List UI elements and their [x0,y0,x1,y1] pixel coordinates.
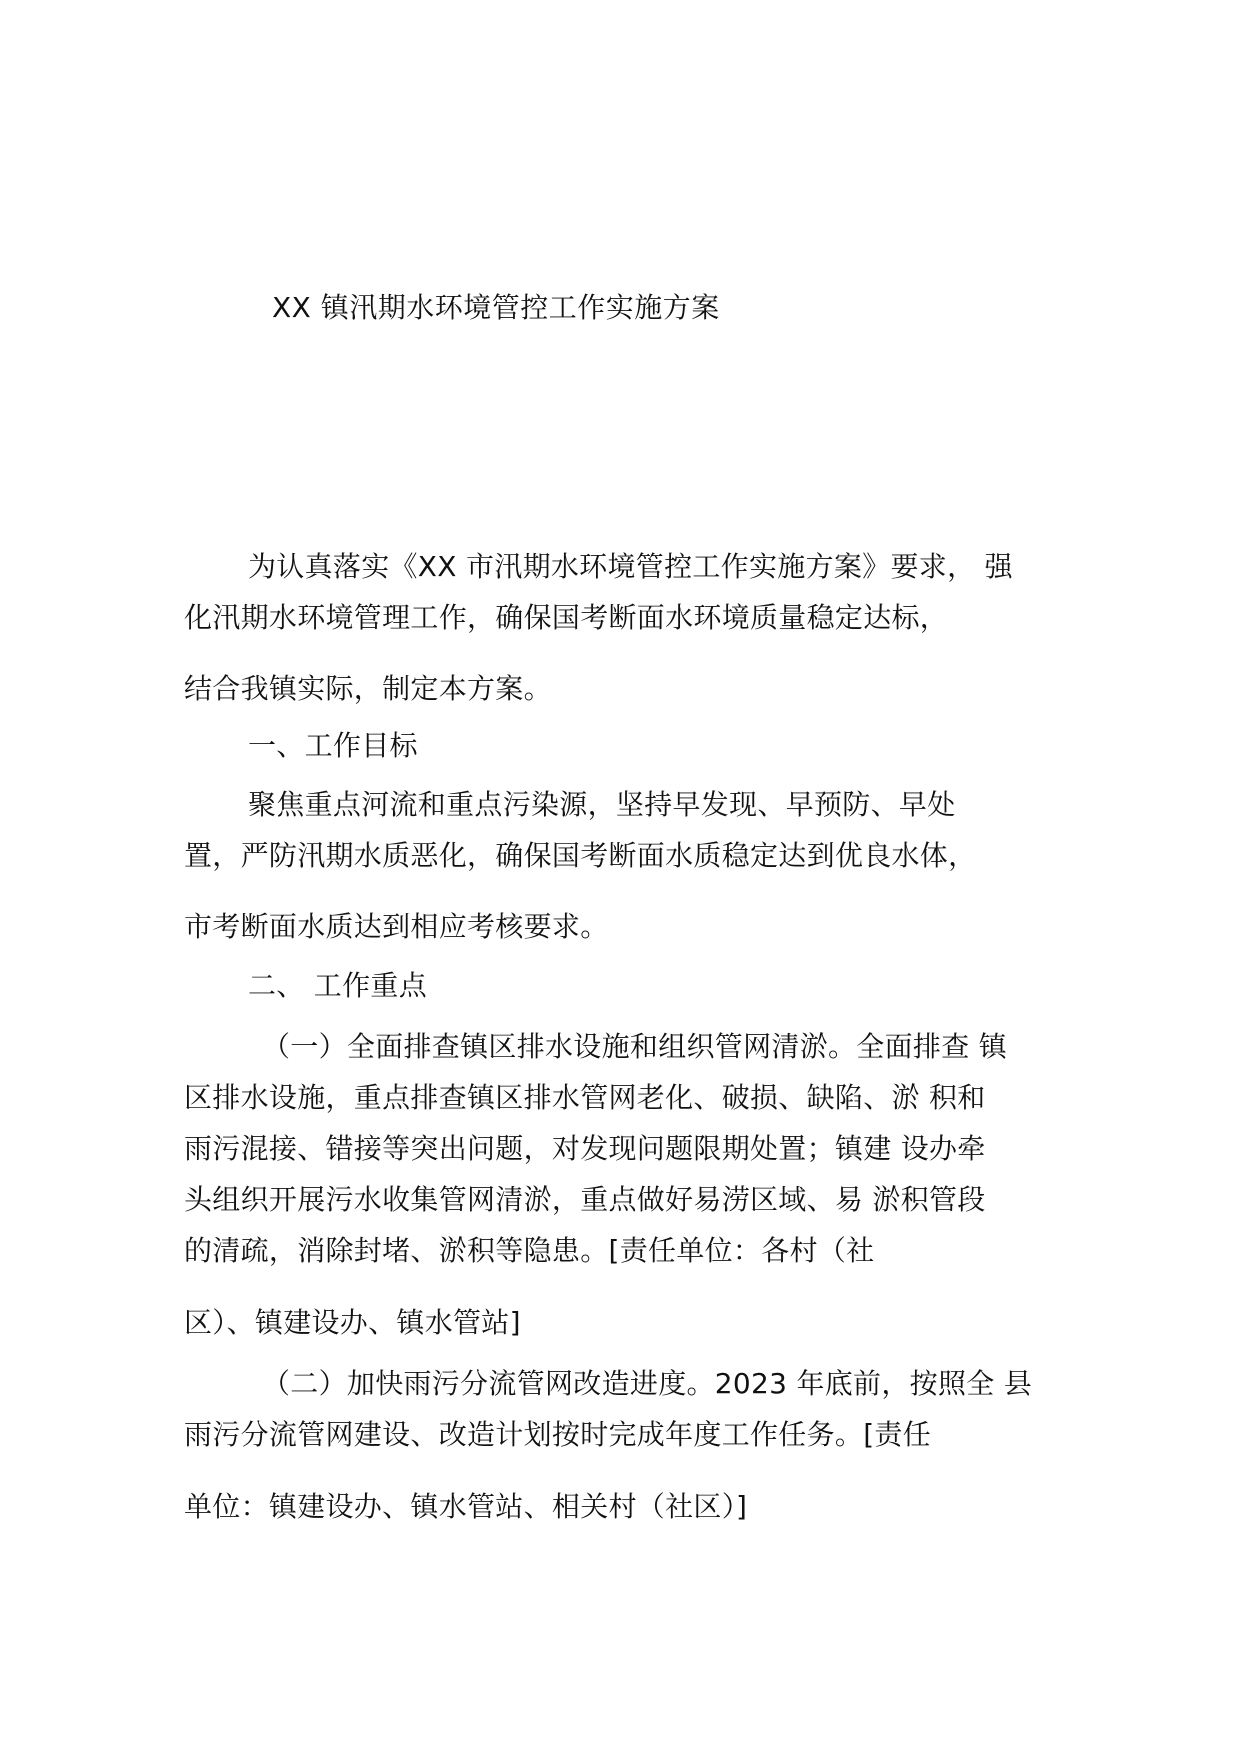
paragraph-line: 头组织开展污水收集管网清淤，重点做好易涝区域、易 淤积管段 [184,1183,986,1216]
paragraph-line: 雨污混接、错接等突出问题，对发现问题限期处置；镇建 设办牵 [184,1132,986,1165]
paragraph-line: 的清疏，消除封堵、淤积等隐患。[责任单位：各村（社 [184,1234,875,1267]
paragraph-line: 区）、镇建设办、镇水管站] [184,1306,521,1339]
paragraph-line: 单位：镇建设办、镇水管站、相关村（社区）] [184,1490,748,1523]
paragraph-line: 区排水设施，重点排查镇区排水管网老化、破损、缺陷、淤 积和 [184,1081,986,1114]
paragraph-line: 结合我镇实际，制定本方案。 [184,672,552,705]
section-heading: 二、 工作重点 [248,969,428,1002]
paragraph-line: （一）全面排查镇区排水设施和组织管网清淤。全面排查 镇 [262,1030,1008,1063]
paragraph-line: 雨污分流管网建设、改造计划按时完成年度工作任务。[责任 [184,1418,932,1451]
section-heading: 一、工作目标 [248,729,418,762]
paragraph-line: 为认真落实《XX 市汛期水环境管控工作实施方案》要求， 强 [248,550,1013,583]
document-title: XX 镇汛期水环境管控工作实施方案 [272,291,720,324]
paragraph-line: 市考断面水质达到相应考核要求。 [184,910,609,943]
paragraph-line: 化汛期水环境管理工作，确保国考断面水环境质量稳定达标， [184,601,949,634]
paragraph-line: （二）加快雨污分流管网改造进度。2023 年底前，按照全 县 [262,1367,1033,1400]
paragraph-line: 置，严防汛期水质恶化，确保国考断面水质稳定达到优良水体， [184,839,977,872]
paragraph-line: 聚焦重点河流和重点污染源，坚持早发现、早预防、早处 [248,788,956,821]
